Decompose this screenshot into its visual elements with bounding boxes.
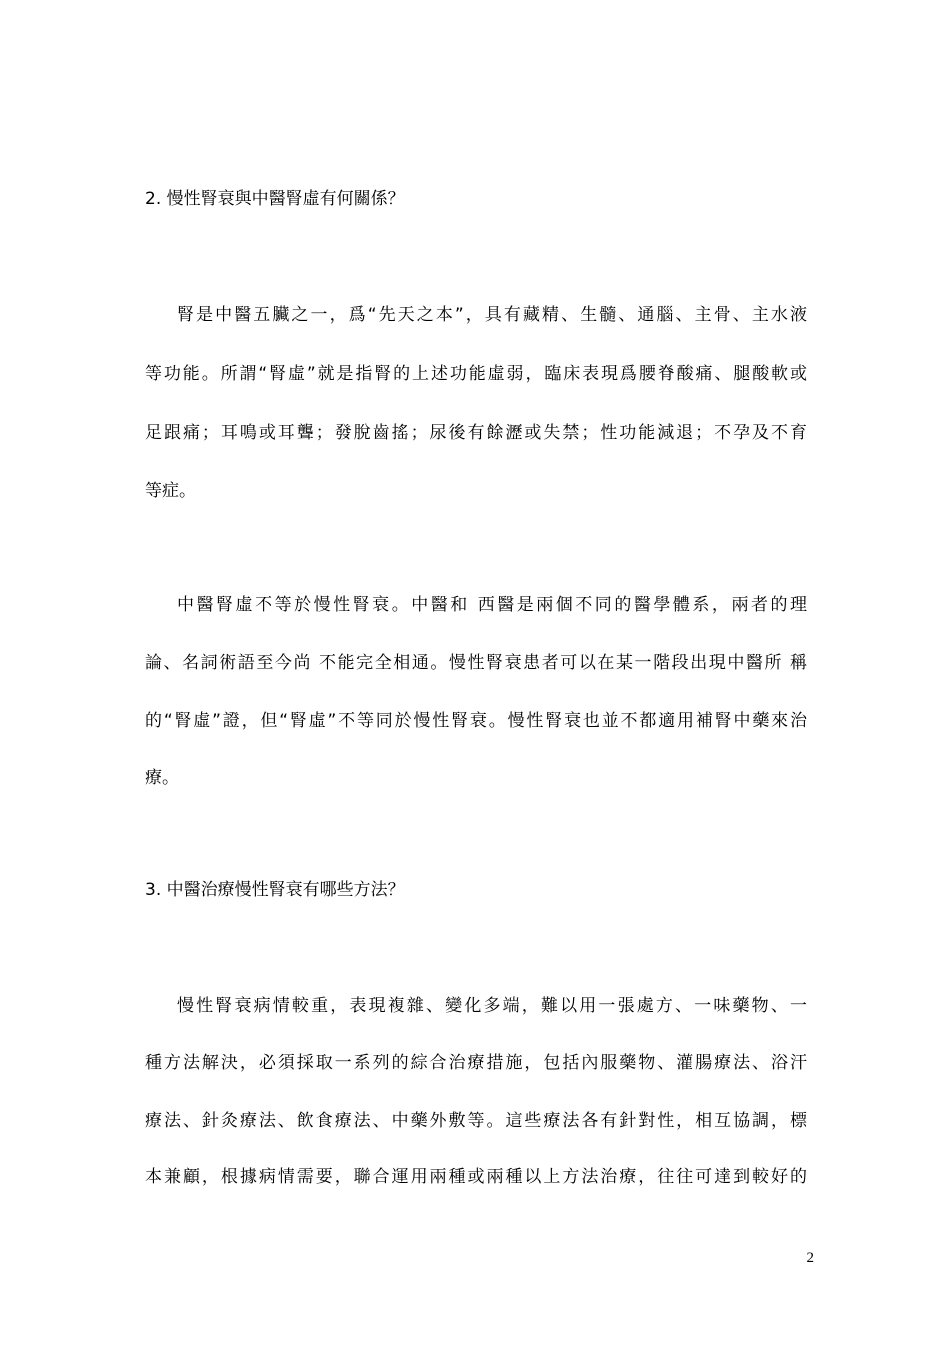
- paragraph-line: 等症。: [145, 481, 196, 501]
- paragraph-line: 本兼顧，根據病情需要，聯合運用兩種或兩種以上方法治療，往往可達到較好的: [145, 1167, 807, 1187]
- paragraph-line: 的“腎虛”證，但“腎虛”不等同於慢性腎衰。慢性腎衰也並不都適用補腎中藥來治: [145, 711, 807, 731]
- page-number: 2: [806, 1250, 814, 1266]
- paragraph-line: 慢性腎衰病情較重，表現複雜、變化多端，難以用一張處方、一味藥物、一: [177, 996, 807, 1016]
- section-heading-2: 2. 慢性腎衰與中醫腎虛有何關係？: [145, 189, 405, 209]
- paragraph-line: 療。: [145, 768, 179, 788]
- paragraph-line: 論、名詞術語至今尚 不能完全相通。慢性腎衰患者可以在某一階段出現中醫所 稱: [145, 653, 807, 673]
- paragraph-line: 腎是中醫五臟之一，爲“先天之本”，具有藏精、生髓、通腦、主骨、主水液: [177, 305, 807, 325]
- paragraph-line: 療法、針灸療法、飲食療法、中藥外敷等。這些療法各有針對性，相互協調，標: [145, 1111, 807, 1131]
- paragraph-line: 等功能。所謂“腎虛”就是指腎的上述功能虛弱，臨床表現爲腰脊酸痛、腿酸軟或: [145, 364, 807, 384]
- section-heading-3: 3. 中醫治療慢性腎衰有哪些方法？: [145, 880, 405, 900]
- paragraph-line: 種方法解決，必須採取一系列的綜合治療措施，包括內服藥物、灌腸療法、浴汗: [145, 1053, 807, 1073]
- paragraph-line: 足跟痛；耳鳴或耳聾；發脫齒搖；尿後有餘瀝或失禁；性功能減退；不孕及不育: [145, 423, 807, 443]
- paragraph-line: 中醫腎虛不等於慢性腎衰。中醫和 西醫是兩個不同的醫學體系，兩者的理: [177, 595, 807, 615]
